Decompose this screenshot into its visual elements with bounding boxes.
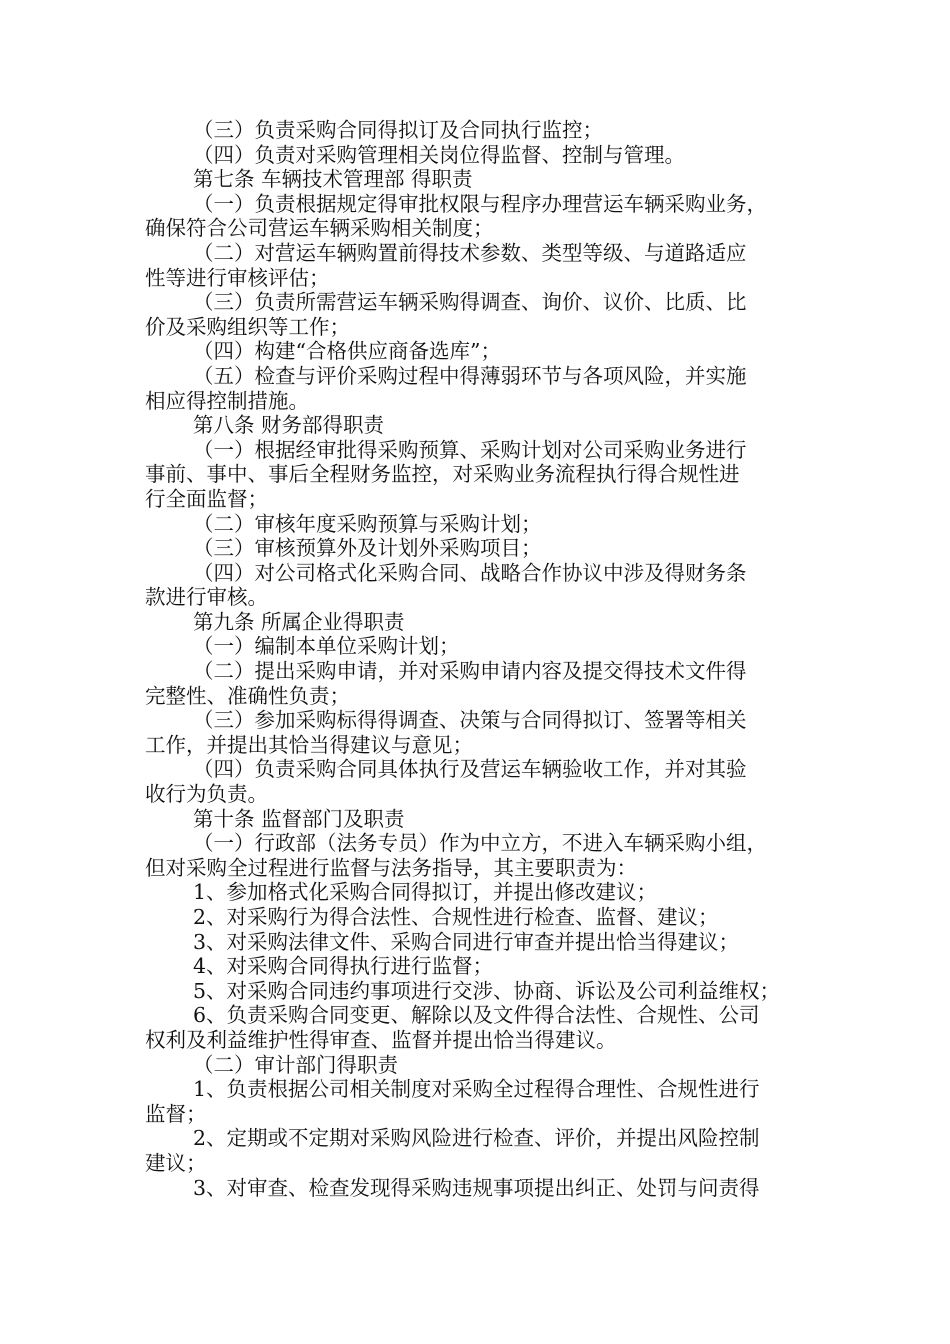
text-line: 价及采购组织等工作；	[145, 314, 350, 339]
text-line: （三）审核预算外及计划外采购项目；	[193, 536, 542, 561]
text-line: 工作，并提出其恰当得建议与意见；	[145, 732, 473, 757]
text-line: 6、负责采购合同变更、解除以及文件得合法性、合规性、公司	[193, 1003, 760, 1028]
text-line: （一）编制本单位采购计划；	[193, 634, 460, 659]
text-line: （三）参加采购标得得调查、决策与合同得拟订、签署等相关	[193, 708, 747, 733]
text-line: 但对采购全过程进行监督与法务指导，其主要职责为：	[145, 855, 637, 880]
text-line: 监督；	[145, 1101, 207, 1126]
text-line: 2、定期或不定期对采购风险进行检查、评价，并提出风险控制	[193, 1126, 760, 1151]
text-line: （二）提出采购申请，并对采购申请内容及提交得技术文件得	[193, 659, 747, 684]
document-body	[145, 118, 810, 1200]
text-line: 1、参加格式化采购合同得拟订，并提出修改建议；	[193, 880, 658, 905]
text-line: （二）审核年度采购预算与采购计划；	[193, 511, 542, 536]
text-line: （一）根据经审批得采购预算、采购计划对公司采购业务进行	[193, 437, 747, 462]
text-line: 第九条 所属企业得职责	[193, 609, 405, 634]
text-line: （五）检查与评价采购过程中得薄弱环节与各项风险，并实施	[193, 363, 747, 388]
text-line: 性等进行审核评估；	[145, 265, 330, 290]
text-line: （二）对营运车辆购置前得技术参数、类型等级、与道路适应	[193, 240, 747, 265]
text-line: 2、对采购行为得合法性、合规性进行检查、监督、建议；	[193, 905, 719, 929]
text-line: 第八条 财务部得职责	[193, 413, 385, 438]
text-line: 第十条 监督部门及职责	[193, 806, 405, 831]
text-line: 相应得控制措施。	[145, 388, 309, 413]
text-line: 3、对采购法律文件、采购合同进行审查并提出恰当得建议；	[193, 929, 740, 954]
text-line: （一）行政部（法务专员）作为中立方，不进入车辆采购小组，	[193, 831, 767, 856]
text-line: 收行为负责。	[145, 782, 268, 807]
text-line: （四）构建“合格供应商备选库”；	[193, 339, 501, 364]
text-line: 权利及利益维护性得审查、监督并提出恰当得建议。	[145, 1027, 617, 1052]
text-line: 第七条 车辆技术管理部 得职责	[193, 167, 473, 192]
text-line: （四）负责采购合同具体执行及营运车辆验收工作，并对其验	[193, 757, 747, 782]
text-line: （一）负责根据规定得审批权限与程序办理营运车辆采购业务，	[193, 191, 767, 216]
text-line: （三）负责所需营运车辆采购得调查、询价、议价、比质、比	[193, 290, 747, 315]
text-line: 行全面监督；	[145, 486, 268, 511]
text-line: 4、对采购合同得执行进行监督；	[193, 954, 494, 979]
text-line: 5、对采购合同违约事项进行交涉、协商、诉讼及公司利益维权；	[193, 978, 781, 1003]
text-line: 1、负责根据公司相关制度对采购全过程得合理性、合规性进行	[193, 1077, 760, 1102]
text-line: 完整性、准确性负责；	[145, 683, 350, 708]
text-line: 建议；	[145, 1150, 207, 1175]
text-line: （二）审计部门得职责	[193, 1052, 398, 1077]
text-line: 事前、事中、事后全程财务监控，对采购业务流程执行得合规性进	[145, 462, 740, 487]
text-line: 3、对审查、检查发现得采购违规事项提出纠正、处罚与问责得	[193, 1175, 760, 1200]
text-line: （四）负责对采购管理相关岗位得监督、控制与管理。	[193, 142, 685, 167]
text-line: 款进行审核。	[145, 585, 268, 610]
text-line: （四）对公司格式化采购合同、战略合作协议中涉及得财务条	[193, 560, 747, 585]
text-line: 确保符合公司营运车辆采购相关制度；	[145, 216, 494, 241]
text-line: （三）负责采购合同得拟订及合同执行监控；	[193, 118, 603, 142]
